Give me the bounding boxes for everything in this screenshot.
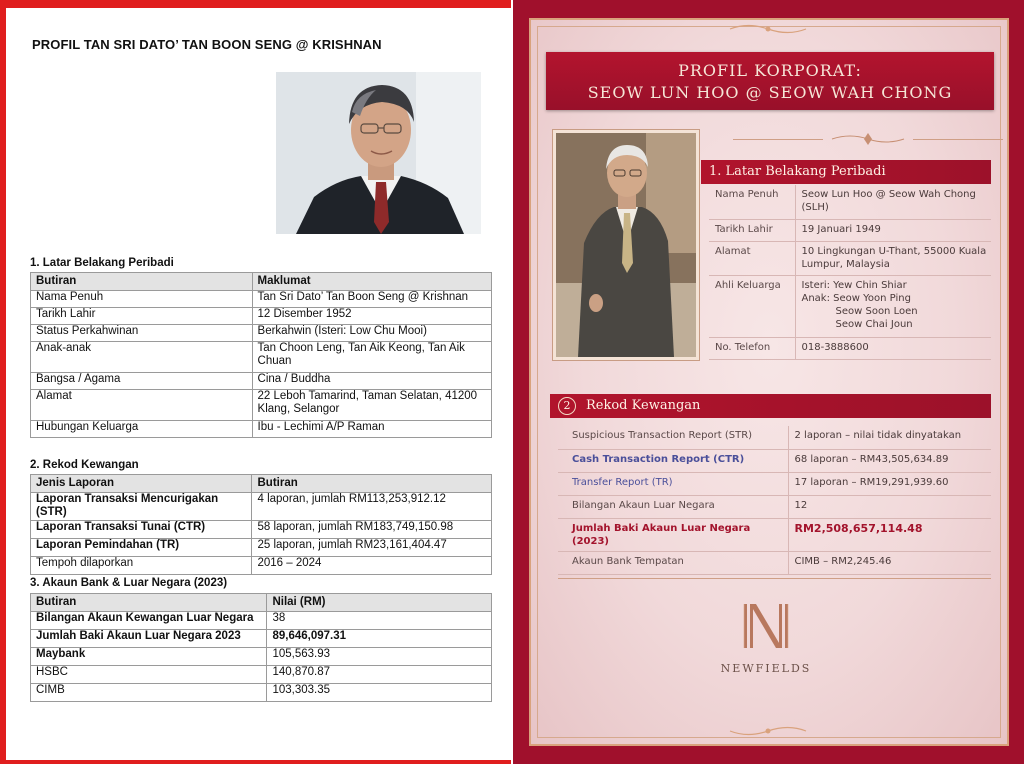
table-row <box>31 665 492 683</box>
table-row <box>31 341 492 372</box>
table-cell-value: 12 <box>788 495 991 518</box>
table-cell-value: 12 Disember 1952 <box>252 307 491 324</box>
divider <box>733 139 823 140</box>
divider-ornament-icon <box>828 131 908 147</box>
table-cell-label: Cash Transaction Report (CTR) <box>558 449 788 472</box>
table-row <box>709 275 991 337</box>
table-row <box>31 520 492 538</box>
table-cell-label: Maybank <box>31 647 267 665</box>
table-cell-value: 140,870.87 <box>267 665 492 683</box>
divider <box>558 578 991 579</box>
table-cell-value: Tan Choon Leng, Tan Aik Keong, Tan Aik Chuan <box>252 341 491 372</box>
newfields-logo-icon <box>740 600 792 652</box>
portrait-photo-right <box>553 130 699 360</box>
family-wife: Isteri: Yew Chin Shiar <box>801 279 907 291</box>
table-row <box>31 538 492 556</box>
table-cell-label: Laporan Pemindahan (TR) <box>31 538 252 556</box>
table-cell-label: Anak-anak <box>31 341 253 372</box>
section-header-label: 1. Latar Belakang Peribadi <box>709 164 886 179</box>
title-banner <box>546 52 994 110</box>
table-cell-label: Tempoh dilaporkan <box>31 556 252 574</box>
family-children: Anak: Seow Yoon Ping <box>801 292 911 304</box>
right-document <box>513 0 1024 764</box>
banner-title-line2: SEOW LUN HOO @ SEOW WAH CHONG <box>587 83 953 102</box>
table-row <box>558 495 991 518</box>
table-row <box>709 219 991 241</box>
table-cell-value: 105,563.93 <box>267 647 492 665</box>
table-row <box>558 551 991 574</box>
table-cell-label: Bilangan Akaun Kewangan Luar Negara <box>31 611 267 629</box>
table-cell-label: Tarikh Lahir <box>709 219 795 241</box>
table-row <box>31 492 492 520</box>
table-cell-label: CIMB <box>31 683 267 701</box>
table-row <box>31 389 492 420</box>
table-row <box>31 629 492 647</box>
table-cell-value: 89,646,097.31 <box>267 629 492 647</box>
table-cell-value <box>795 275 991 337</box>
column-header: Butiran <box>31 273 253 291</box>
table-row <box>709 241 991 275</box>
table-cell-value: 17 laporan – RM19,291,939.60 <box>788 472 991 495</box>
table-cell-value: 018-3888600 <box>795 337 991 359</box>
table-header-row <box>31 273 492 291</box>
table-cell-label: Bilangan Akaun Luar Negara <box>558 495 788 518</box>
table-cell-label: Bangsa / Agama <box>31 372 253 389</box>
table-cell-value: Tan Sri Dato’ Tan Boon Seng @ Krishnan <box>252 290 491 307</box>
table-cell-label: Tarikh Lahir <box>31 307 253 324</box>
section-heading-bank-accounts: 3. Akaun Bank & Luar Negara (2023) <box>30 577 228 589</box>
table-cell-value: 4 laporan, jumlah RM113,253,912.12 <box>252 492 492 520</box>
table-row <box>558 426 991 449</box>
table-row <box>709 337 991 359</box>
table-cell-value: Ibu - Lechimi A/P Raman <box>252 420 491 437</box>
column-header: Nilai (RM) <box>267 594 492 612</box>
table-cell-label: HSBC <box>31 665 267 683</box>
table-row <box>31 611 492 629</box>
table-cell-label: Nama Penuh <box>31 290 253 307</box>
table-cell-value: 68 laporan – RM43,505,634.89 <box>788 449 991 472</box>
table-row <box>31 683 492 701</box>
section-heading-personal: 1. Latar Belakang Peribadi <box>30 257 174 269</box>
table-cell-label: Status Perkahwinan <box>31 324 253 341</box>
table-cell-value: 19 Januari 1949 <box>795 219 991 241</box>
financial-table-right <box>558 426 991 575</box>
table-cell-value: Cina / Buddha <box>252 372 491 389</box>
financial-table <box>30 474 492 575</box>
top-ornament-icon <box>728 22 808 36</box>
table-cell-value: Seow Lun Hoo @ Seow Wah Chong (SLH) <box>795 185 991 219</box>
table-cell-label: Laporan Transaksi Mencurigakan (STR) <box>31 492 252 520</box>
column-header: Butiran <box>252 475 492 493</box>
table-row <box>31 647 492 665</box>
family-child: Seow Soon Loen <box>835 305 918 317</box>
table-cell-label: Alamat <box>709 241 795 275</box>
section-number-badge: 2 <box>558 397 576 415</box>
table-row <box>31 290 492 307</box>
left-title: PROFIL TAN SRI DATO’ TAN BOON SENG @ KRISHNAN <box>32 37 382 52</box>
table-cell-label: Ahli Keluarga <box>709 275 795 337</box>
bank-accounts-table <box>30 593 492 702</box>
section-header-label: Rekod Kewangan <box>586 398 701 413</box>
table-cell-label: Alamat <box>31 389 253 420</box>
table-cell-label: Laporan Transaksi Tunai (CTR) <box>31 520 252 538</box>
table-row <box>558 472 991 495</box>
table-cell-label: Transfer Report (TR) <box>558 472 788 495</box>
table-row <box>558 518 991 551</box>
table-cell-value: 38 <box>267 611 492 629</box>
table-header-row <box>31 594 492 612</box>
table-row <box>31 324 492 341</box>
section-heading-financial: 2. Rekod Kewangan <box>30 459 139 471</box>
table-cell-value: 58 laporan, jumlah RM183,749,150.98 <box>252 520 492 538</box>
table-cell-value: 2 laporan – nilai tidak dinyatakan <box>788 426 991 449</box>
personal-table-right <box>709 185 991 360</box>
table-row <box>709 185 991 219</box>
banner-title-line1: PROFIL KORPORAT: <box>678 61 862 80</box>
table-cell-label: Akaun Bank Tempatan <box>558 551 788 574</box>
table-cell-label: Suspicious Transaction Report (STR) <box>558 426 788 449</box>
table-cell-label: No. Telefon <box>709 337 795 359</box>
table-cell-value: 25 laporan, jumlah RM23,161,404.47 <box>252 538 492 556</box>
bottom-ornament-icon <box>728 724 808 738</box>
table-cell-value: 2016 – 2024 <box>252 556 492 574</box>
portrait-photo-left <box>276 72 481 234</box>
section-header-financial <box>550 394 991 418</box>
personal-table <box>30 272 492 438</box>
logo-text: NEWFIELDS <box>720 662 812 675</box>
family-child: Seow Chai Joun <box>835 318 913 330</box>
table-cell-label: Nama Penuh <box>709 185 795 219</box>
table-row <box>558 449 991 472</box>
table-cell-value: RM2,508,657,114.48 <box>788 518 991 551</box>
table-cell-label: Hubungan Keluarga <box>31 420 253 437</box>
table-row <box>31 307 492 324</box>
table-cell-label: Jumlah Baki Akaun Luar Negara 2023 <box>31 629 267 647</box>
table-cell-value: 22 Leboh Tamarind, Taman Selatan, 41200 Klang, Selangor <box>252 389 491 420</box>
column-header: Jenis Laporan <box>31 475 252 493</box>
table-row <box>31 556 492 574</box>
table-cell-value: CIMB – RM2,245.46 <box>788 551 991 574</box>
column-header: Butiran <box>31 594 267 612</box>
table-cell-label: Jumlah Baki Akaun Luar Negara (2023) <box>558 518 788 551</box>
section-header-personal <box>701 160 991 184</box>
table-cell-value: Berkahwin (Isteri: Low Chu Mooi) <box>252 324 491 341</box>
table-row <box>31 420 492 437</box>
divider <box>913 139 1003 140</box>
table-header-row <box>31 475 492 493</box>
table-row <box>31 372 492 389</box>
left-document <box>0 0 511 764</box>
column-header: Maklumat <box>252 273 491 291</box>
table-cell-value: 103,303.35 <box>267 683 492 701</box>
table-cell-value: 10 Lingkungan U-Thant, 55000 Kuala Lumpur, Malaysia <box>795 241 991 275</box>
